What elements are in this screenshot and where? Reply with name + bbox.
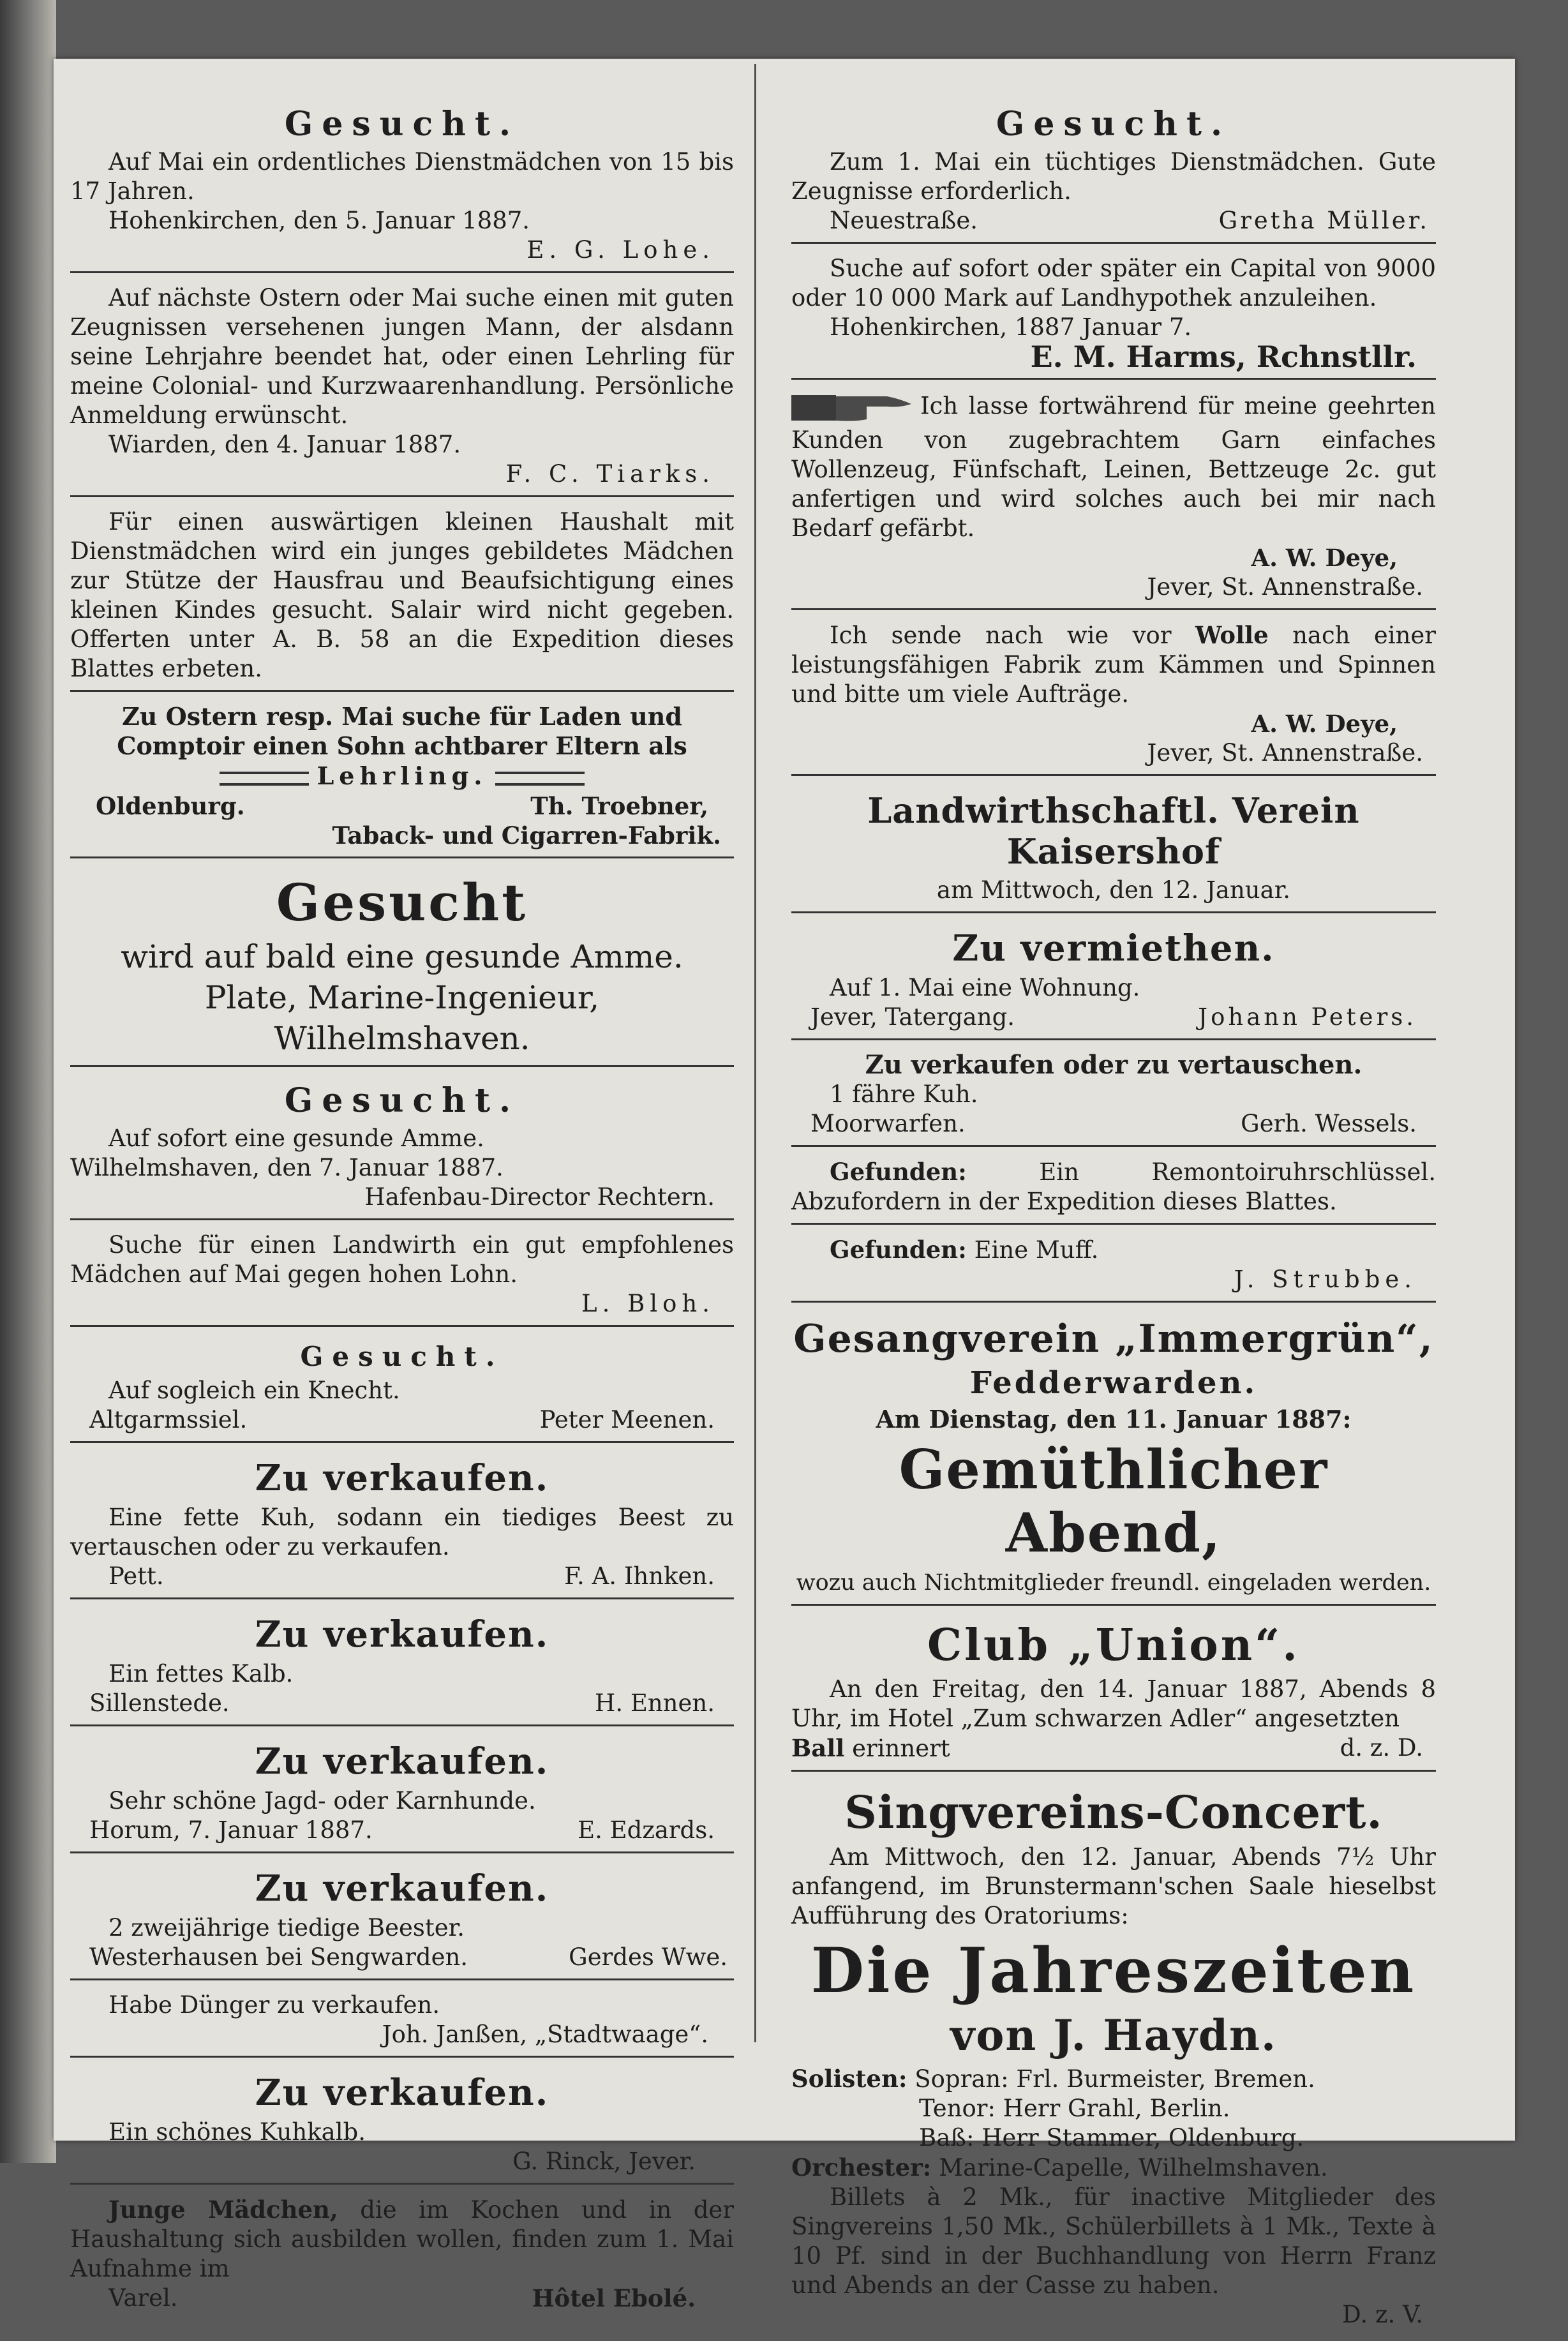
ad-heading: Zu verkaufen. [255, 1740, 549, 1783]
ad-text: wozu auch Nichtmitglieder freundl. eingeladen werden. [796, 1570, 1431, 1596]
ad-left-8 [70, 1332, 734, 1443]
ad-text: An den Freitag, den 14. Januar 1887, Abends 8 Uhr, im Hotel „Zum schwarzen Adler“ angesetzten [791, 1675, 1436, 1732]
ad-right-10 [791, 1308, 1436, 1606]
ad-signature: Hafenbau-Director Rechtern. [364, 1183, 715, 1211]
ad-left-3 [70, 502, 734, 692]
ad-text: Ein schönes Kuhkalb. [108, 2118, 366, 2146]
ad-place: Varel. [108, 2284, 178, 2312]
column-divider [754, 64, 756, 2042]
ad-right-8 [791, 1152, 1436, 1225]
ad-date: Wiarden, den 4. Januar 1887. [108, 431, 461, 458]
ad-text: Eine Muff. [974, 1236, 1099, 1264]
ad-text: Zu Ostern resp. Mai suche für Laden und Comptoir einen Sohn achtbarer Eltern als [117, 702, 687, 760]
ad-text: Auf nächste Ostern oder Mai suche einen mit guten Zeugnissen versehenen jungen Mann, der alsdann seine Lehrjahre beendet hat, oder einen Lehrling für meine Colonial- und Kurzwaarenhandlung. Persönliche Anmeldung erwünscht. [70, 284, 734, 429]
ad-right-7 [791, 1045, 1436, 1147]
ad-heading: Gesucht. [284, 1081, 520, 1120]
ad-signature: Gerh. Wessels. [1241, 1110, 1417, 1137]
ad-heading: Gesucht [276, 872, 528, 932]
ad-text: Auf 1. Mai eine Wohnung. [830, 974, 1140, 1001]
ad-firm: Taback- und Cigarren-Fabrik. [332, 821, 721, 849]
ad-text: Baß: Herr Stammer, Oldenburg. [919, 2124, 1304, 2151]
double-rule [495, 772, 585, 786]
ad-text: Auf Mai ein ordentliches Dienstmädchen von 15 bis 17 Jahren. [70, 148, 734, 205]
ad-signature: E. M. Harms, Rchnstllr. [1030, 340, 1417, 374]
ad-place: Horum, 7. Januar 1887. [89, 1816, 373, 1844]
ad-text: Für einen auswärtigen kleinen Haushalt mit Dienstmädchen wird ein junges gebildetes Mädchen zur Stütze der Hausfrau und Beaufsichtigung eines kleinen Kindes gesucht. Salair wird nicht gegeben. Offerten unter A. B. 58 an die Expedition dieses Blattes erbeten. [70, 508, 734, 682]
ad-right-3 [791, 385, 1436, 610]
ad-signature: Johann Peters. [1198, 1003, 1417, 1031]
ad-signature: Gerdes Wwe. [569, 1943, 728, 1971]
ad-left-12 [70, 1859, 734, 1980]
ad-text: Am Mittwoch, den 12. Januar, Abends 7½ Uhr anfangend, im Brunstermann'schen Saale hieselbst Aufführung des Oratoriums: [791, 1843, 1436, 1929]
ad-place: Jever, St. Annenstraße. [1147, 739, 1423, 767]
ad-text: Sopran: Frl. Burmeister, Bremen. [915, 2065, 1315, 2093]
ad-label: Solisten: [791, 2065, 907, 2093]
ad-banner: Die Jahreszeiten [810, 1934, 1417, 2007]
ad-text: Sehr schöne Jagd- oder Karnhunde. [108, 1787, 536, 1814]
ad-heading: Singvereins-Concert. [844, 1786, 1383, 1839]
ad-place: Pett. [108, 1562, 164, 1590]
ad-signature: Gretha Müller. [1218, 207, 1430, 234]
ad-left-13 [70, 1986, 734, 2058]
ad-right-9 [791, 1230, 1436, 1303]
ad-heading: Gesangverein „Immergrün“, [793, 1317, 1434, 1361]
ad-text: die im Kochen und in der Haushaltung sich ausbilden wollen, finden zum 1. Mai Aufnahme im [70, 2196, 735, 2282]
ad-signature: d. z. D. [1340, 1734, 1423, 1761]
ad-place: Jever, St. Annenstraße. [1147, 573, 1423, 601]
ad-text: Auf sofort eine gesunde Amme. [108, 1125, 484, 1152]
ad-text: Suche auf sofort oder später ein Capital von 9000 oder 10 000 Mark auf Landhypothek anzuleihen. [791, 255, 1436, 311]
ad-left-9 [70, 1448, 734, 1599]
ad-heading: Zu verkaufen oder zu vertauschen. [865, 1050, 1363, 1080]
ad-place: Sillenstede. [89, 1689, 230, 1717]
ad-signature: G. Rinck, Jever. [512, 2148, 696, 2175]
ad-keyword: Junge Mädchen, [108, 2195, 338, 2224]
ad-signature: Th. Troebner, [530, 792, 708, 820]
ad-text: Tenor: Herr Grahl, Berlin. [919, 2095, 1230, 2122]
ad-place: Jever, Tatergang. [810, 1003, 1015, 1031]
right-column [791, 96, 1436, 2341]
ad-text: Eine fette Kuh, sodann ein tiediges Beest zu vertauschen oder zu verkaufen. [70, 1504, 734, 1560]
ad-text: Zum 1. Mai ein tüchtiges Dienstmädchen. Gute Zeugnisse erforderlich. [791, 148, 1436, 205]
ad-right-2 [791, 249, 1436, 380]
ad-text: Habe Dünger zu verkaufen. [108, 1991, 440, 2019]
ad-text: Suche für einen Landwirth ein gut empfohlenes Mädchen auf Mai gegen hohen Lohn. [70, 1231, 734, 1288]
ad-date: Hohenkirchen, 1887 Januar 7. [830, 313, 1192, 341]
left-column [70, 96, 734, 2324]
ad-left-15 [70, 2190, 734, 2319]
ad-date: Hohenkirchen, den 5. Januar 1887. [108, 207, 530, 234]
ad-heading: Zu verkaufen. [255, 2072, 549, 2114]
ad-signature: L. Bloh. [581, 1290, 715, 1317]
book-binding-edge [0, 0, 56, 2163]
ad-label: Orchester: [791, 2153, 932, 2181]
ad-heading: Gesucht. [300, 1341, 504, 1372]
ad-right-11 [791, 1611, 1436, 1772]
ad-heading: Zu verkaufen. [255, 1457, 549, 1499]
ad-text: wird auf bald eine gesunde Amme. [121, 938, 683, 975]
ad-signature: F. A. Ihnken. [564, 1562, 715, 1590]
ad-right-6 [791, 918, 1436, 1040]
ad-keyword: Wolle [1195, 621, 1269, 649]
ad-signature: A. W. Deye, [1251, 710, 1398, 738]
ad-left-1 [70, 96, 734, 273]
ad-text: nach einer leistungsfähigen Fabrik zum Kämmen und Spinnen und bitte um viele Aufträge. [791, 622, 1436, 708]
ad-text: Wilhelmshaven. [274, 1020, 530, 1057]
ad-signature: Peter Meenen. [539, 1406, 715, 1433]
ad-left-11 [70, 1731, 734, 1853]
ad-text: Auf sogleich ein Knecht. [108, 1377, 400, 1404]
ad-signature: A. W. Deye, [1251, 544, 1398, 572]
ad-text: erinnert [852, 1735, 950, 1762]
ad-place: Westerhausen bei Sengwarden. [89, 1943, 468, 1971]
ad-text: Plate, Marine-Ingenieur, [204, 979, 600, 1016]
ad-heading: Gesucht. [996, 105, 1232, 144]
ad-signature: E. Edzards. [578, 1816, 715, 1844]
ad-heading: Zu verkaufen. [255, 1613, 549, 1656]
ad-left-14 [70, 2063, 734, 2185]
ad-banner: Gemüthlicher Abend, [899, 1438, 1329, 1564]
ad-left-7 [70, 1225, 734, 1327]
ad-signature: Hôtel Ebolé. [532, 2284, 696, 2312]
ad-date: Wilhelmshaven, den 7. Januar 1887. [70, 1154, 504, 1181]
ad-signature: F. C. Tiarks. [505, 460, 715, 488]
ad-right-4 [791, 615, 1436, 776]
ad-subheading: Fedderwarden. [969, 1365, 1258, 1401]
ad-right-12 [791, 1777, 1436, 2336]
ad-signature: D. z. V. [1342, 2301, 1423, 2328]
ad-left-2 [70, 278, 734, 497]
ad-left-5 [70, 864, 734, 1067]
ad-text: Ein fettes Kalb. [108, 1660, 294, 1687]
ad-heading: Gesucht. [284, 105, 520, 144]
ad-left-4 [70, 697, 734, 858]
ad-left-6 [70, 1072, 734, 1220]
ad-place: Oldenburg. [96, 792, 245, 820]
ad-place: Altgarmssiel. [89, 1406, 248, 1433]
ad-text: Ich sende nach wie vor [830, 622, 1172, 649]
ad-keyword: Lehrling. [317, 761, 488, 790]
ad-subheading: von J. Haydn. [950, 2010, 1277, 2060]
ad-text: 2 zweijährige tiedige Beester. [108, 1914, 465, 1941]
ad-place: Moorwarfen. [810, 1110, 966, 1137]
ad-text: Billets à 2 Mk., für inactive Mitglieder des Singvereins 1,50 Mk., Schülerbillets à 1 Mk., Texte à 10 Pf. sind in der Buchhandlung von Herrn Franz und Abends an der Casse zu haben. [791, 2183, 1436, 2299]
ad-text: am Mittwoch, den 12. Januar. [936, 876, 1291, 904]
pointing-hand-icon [791, 390, 913, 426]
ad-signature: E. G. Lohe. [526, 236, 715, 264]
ad-keyword: Gefunden: [830, 1158, 967, 1186]
ad-heading: Zu verkaufen. [255, 1867, 549, 1910]
ad-signature: J. Strubbe. [1234, 1266, 1417, 1293]
ad-text: Marine-Capelle, Wilhelmshaven. [939, 2154, 1328, 2181]
ad-text: 1 fähre Kuh. [830, 1081, 978, 1108]
ad-right-5 [791, 781, 1436, 913]
ad-signature: H. Ennen. [595, 1689, 715, 1717]
ad-heading: Landwirthschaftl. Verein Kaisershof [867, 790, 1360, 872]
ad-keyword: Ball [791, 1734, 845, 1762]
ad-left-10 [70, 1604, 734, 1726]
ad-text: Ich lasse fortwährend für meine geehrten Kunden von zugebrachtem Garn einfaches Wollenzeug, Fünfschaft, Leinen, Bettzeuge 2c. gut anfertigen und wird solches auch bei mir nach Bedarf gefärbt. [791, 392, 1436, 542]
ad-place: Neuestraße. [830, 207, 978, 234]
ad-signature: Joh. Janßen, „Stadtwaage“. [382, 2021, 708, 2048]
ad-heading: Zu vermiethen. [952, 927, 1275, 969]
ad-heading: Club „Union“. [927, 1620, 1300, 1671]
ad-date: Am Dienstag, den 11. Januar 1887: [876, 1405, 1352, 1433]
ad-text: Ein Remontoiruhrschlüssel. Abzufordern in der Expedition dieses Blattes. [791, 1158, 1436, 1215]
ad-keyword: Gefunden: [830, 1236, 967, 1264]
ad-right-1 [791, 96, 1436, 244]
double-rule [220, 772, 309, 786]
